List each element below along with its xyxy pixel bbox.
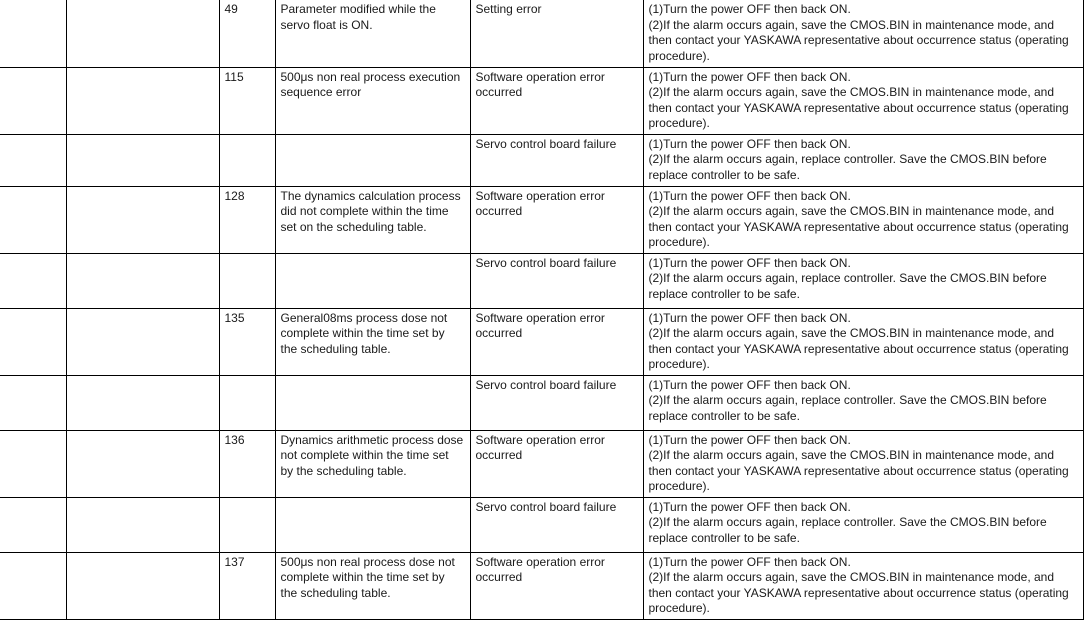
table-row	[0, 67, 1083, 134]
alarm-number-cell	[0, 497, 66, 552]
alarm-name-cell	[66, 253, 219, 308]
alarm-name-cell	[66, 67, 219, 134]
alarm-name-cell	[66, 497, 219, 552]
meaning-cell	[275, 497, 470, 552]
cause-cell: Software operation error occurred	[470, 552, 643, 619]
sub-code-cell	[219, 497, 275, 552]
remedy-line: (1)Turn the power OFF then back ON.	[648, 432, 851, 447]
remedy-line: (1)Turn the power OFF then back ON.	[648, 136, 851, 151]
cause-cell: Servo control board failure	[470, 253, 643, 308]
alarm-name-cell	[66, 134, 219, 186]
remedy-line: (2)If the alarm occurs again, replace controller. Save the CMOS.BIN before replace controller to be safe.	[648, 515, 1047, 545]
meaning-cell: 500μs non real process dose not complete within the time set by the scheduling table.	[275, 552, 470, 619]
sub-code-cell: 137	[219, 552, 275, 619]
cause-cell: Software operation error occurred	[470, 186, 643, 253]
alarm-name-cell	[66, 0, 219, 67]
remedy-cell	[643, 253, 1083, 308]
remedy-cell	[643, 497, 1083, 552]
alarm-number-cell	[0, 552, 66, 619]
remedy-cell	[643, 552, 1083, 619]
cause-cell: Servo control board failure	[470, 134, 643, 186]
alarm-number-cell	[0, 308, 66, 375]
remedy-line: (2)If the alarm occurs again, save the CMOS.BIN in maintenance mode, and then contact your YASKAWA representative about occurrence status (operating procedure).	[648, 570, 1069, 615]
table-row	[0, 186, 1083, 253]
sub-code-cell: 115	[219, 67, 275, 134]
cause-cell: Software operation error occurred	[470, 67, 643, 134]
meaning-cell: Parameter modified while the servo float is ON.	[275, 0, 470, 67]
alarm-number-cell	[0, 375, 66, 430]
table-row	[0, 253, 1083, 308]
table-row	[0, 308, 1083, 375]
table-row	[0, 375, 1083, 430]
remedy-cell	[643, 308, 1083, 375]
alarm-name-cell	[66, 308, 219, 375]
alarm-name-cell	[66, 430, 219, 497]
alarm-number-cell	[0, 134, 66, 186]
meaning-cell	[275, 375, 470, 430]
remedy-line: (2)If the alarm occurs again, replace controller. Save the CMOS.BIN before replace controller to be safe.	[648, 393, 1047, 423]
remedy-line: (1)Turn the power OFF then back ON.	[648, 377, 851, 392]
remedy-line: (2)If the alarm occurs again, save the CMOS.BIN in maintenance mode, and then contact your YASKAWA representative about occurrence status (operating procedure).	[648, 17, 1069, 63]
meaning-cell	[275, 253, 470, 308]
remedy-line: (2)If the alarm occurs again, save the CMOS.BIN in maintenance mode, and then contact your YASKAWA representative about occurrence status (operating procedure).	[648, 448, 1069, 493]
remedy-cell	[643, 375, 1083, 430]
alarm-number-cell	[0, 430, 66, 497]
remedy-cell	[643, 0, 1083, 67]
sub-code-cell	[219, 134, 275, 186]
remedy-cell	[643, 186, 1083, 253]
remedy-line: (1)Turn the power OFF then back ON.	[648, 2, 851, 16]
alarm-number-cell	[0, 67, 66, 134]
sub-code-cell: 49	[219, 0, 275, 67]
cause-cell: Servo control board failure	[470, 497, 643, 552]
remedy-cell	[643, 67, 1083, 134]
cause-cell: Software operation error occurred	[470, 308, 643, 375]
meaning-cell: Dynamics arithmetic process dose not complete within the time set by the scheduling table.	[275, 430, 470, 497]
alarm-number-cell	[0, 186, 66, 253]
alarm-name-cell	[66, 552, 219, 619]
table-row	[0, 0, 1083, 67]
remedy-line: (2)If the alarm occurs again, save the CMOS.BIN in maintenance mode, and then contact your YASKAWA representative about occurrence status (operating procedure).	[648, 326, 1069, 371]
table-row	[0, 552, 1083, 619]
alarm-number-cell	[0, 253, 66, 308]
sub-code-cell	[219, 375, 275, 430]
remedy-cell	[643, 134, 1083, 186]
sub-code-cell: 135	[219, 308, 275, 375]
alarm-name-cell	[66, 186, 219, 253]
remedy-cell	[643, 430, 1083, 497]
sub-code-cell	[219, 253, 275, 308]
alarm-name-cell	[66, 375, 219, 430]
alarm-number-cell	[0, 0, 66, 67]
remedy-line: (1)Turn the power OFF then back ON.	[648, 310, 851, 325]
table-row	[0, 430, 1083, 497]
remedy-line: (2)If the alarm occurs again, save the CMOS.BIN in maintenance mode, and then contact your YASKAWA representative about occurrence status (operating procedure).	[648, 85, 1069, 130]
cause-cell: Setting error	[470, 0, 643, 67]
remedy-line: (2)If the alarm occurs again, replace controller. Save the CMOS.BIN before replace controller to be safe.	[648, 152, 1047, 182]
remedy-line: (1)Turn the power OFF then back ON.	[648, 554, 851, 569]
cause-cell: Software operation error occurred	[470, 430, 643, 497]
meaning-cell: General08ms process dose not complete within the time set by the scheduling table.	[275, 308, 470, 375]
sub-code-cell: 128	[219, 186, 275, 253]
table-row	[0, 497, 1083, 552]
remedy-line: (1)Turn the power OFF then back ON.	[648, 188, 851, 203]
remedy-line: (1)Turn the power OFF then back ON.	[648, 255, 851, 270]
cause-cell: Servo control board failure	[470, 375, 643, 430]
table-row	[0, 134, 1083, 186]
meaning-cell: The dynamics calculation process did not complete within the time set on the scheduling table.	[275, 186, 470, 253]
remedy-line: (2)If the alarm occurs again, save the CMOS.BIN in maintenance mode, and then contact your YASKAWA representative about occurrence status (operating procedure).	[648, 204, 1069, 249]
meaning-cell	[275, 134, 470, 186]
sub-code-cell: 136	[219, 430, 275, 497]
meaning-cell: 500μs non real process execution sequence error	[275, 67, 470, 134]
remedy-line: (1)Turn the power OFF then back ON.	[648, 69, 851, 84]
remedy-line: (2)If the alarm occurs again, replace controller. Save the CMOS.BIN before replace controller to be safe.	[648, 271, 1047, 301]
remedy-line: (1)Turn the power OFF then back ON.	[648, 499, 851, 514]
